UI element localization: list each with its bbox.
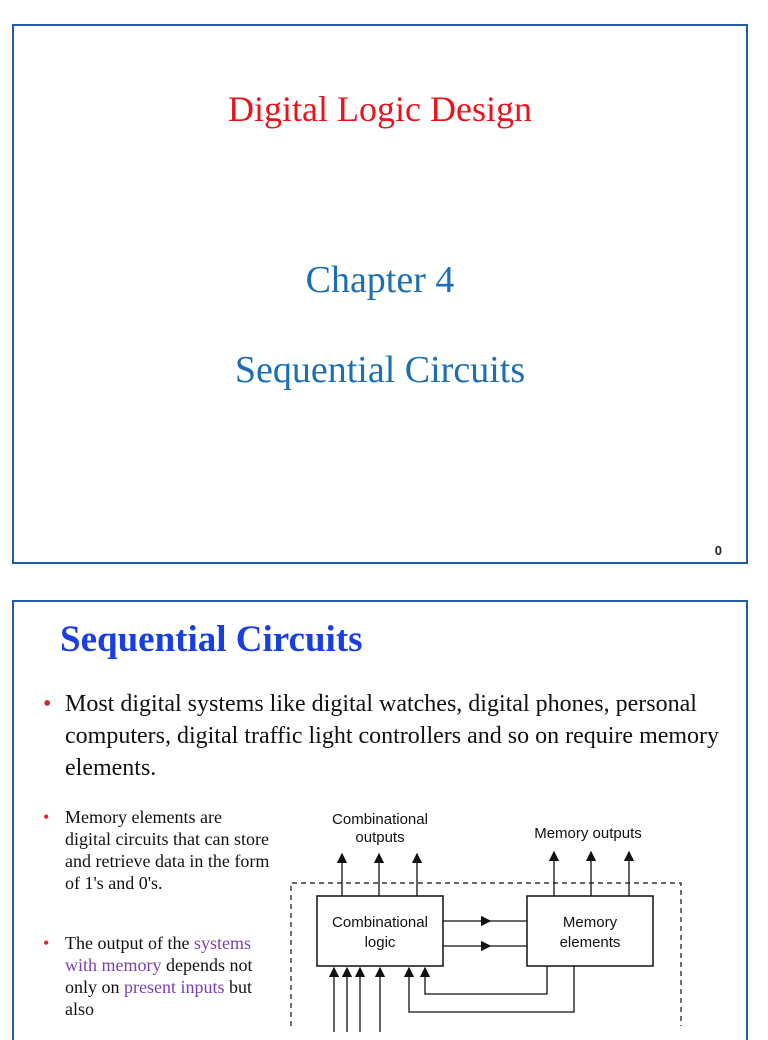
chapter-heading: Chapter 4 [305, 259, 455, 301]
comb-logic-label-2: logic [364, 934, 396, 951]
memory-label-1: Memory [562, 914, 618, 931]
highlight-present-inputs: present inputs [124, 977, 225, 997]
input-arrows [334, 968, 380, 1032]
bullet-dot: • [43, 691, 52, 717]
memory-elements-block [527, 896, 653, 966]
bullet-text-part1: The output of the [65, 933, 194, 953]
comb-logic-label-1: Combinational [332, 914, 428, 931]
memory-label-2: elements [559, 934, 621, 951]
highlight-systems-with-memory: systems with memory [65, 933, 251, 975]
comb-to-memory-arrows [443, 921, 527, 946]
feedback-arrows [409, 966, 574, 1012]
bullet-dot: • [43, 933, 50, 953]
page-number: 0 [714, 543, 722, 558]
memory-output-arrows [554, 852, 629, 896]
comb-outputs-label-2: outputs [355, 829, 405, 846]
combinational-output-arrows [342, 854, 417, 896]
bullet-text: Most digital systems like digital watches, digital phones, personal computers, digital traffic light controllers and so on require memory elements. [65, 691, 720, 781]
title-slide [12, 24, 748, 564]
bullet-text: Memory elements are digital circuits that can store and retrieve data in the form of 1's and 0's. [65, 807, 270, 893]
bullet-dot: • [43, 807, 50, 827]
sequential-circuit-diagram [14, 602, 746, 1032]
slide-title: Sequential Circuits [60, 619, 363, 660]
course-title: Digital Logic Design [228, 89, 532, 129]
memory-outputs-label: Memory outputs [534, 825, 642, 842]
comb-outputs-label-1: Combinational [332, 811, 428, 828]
bullet-text-part3: but also [65, 977, 253, 1019]
bullet-text-part2: depends not only on [65, 955, 253, 997]
content-slide [12, 600, 748, 1040]
combinational-logic-block [317, 896, 443, 966]
chapter-subtitle: Sequential Circuits [234, 349, 526, 391]
